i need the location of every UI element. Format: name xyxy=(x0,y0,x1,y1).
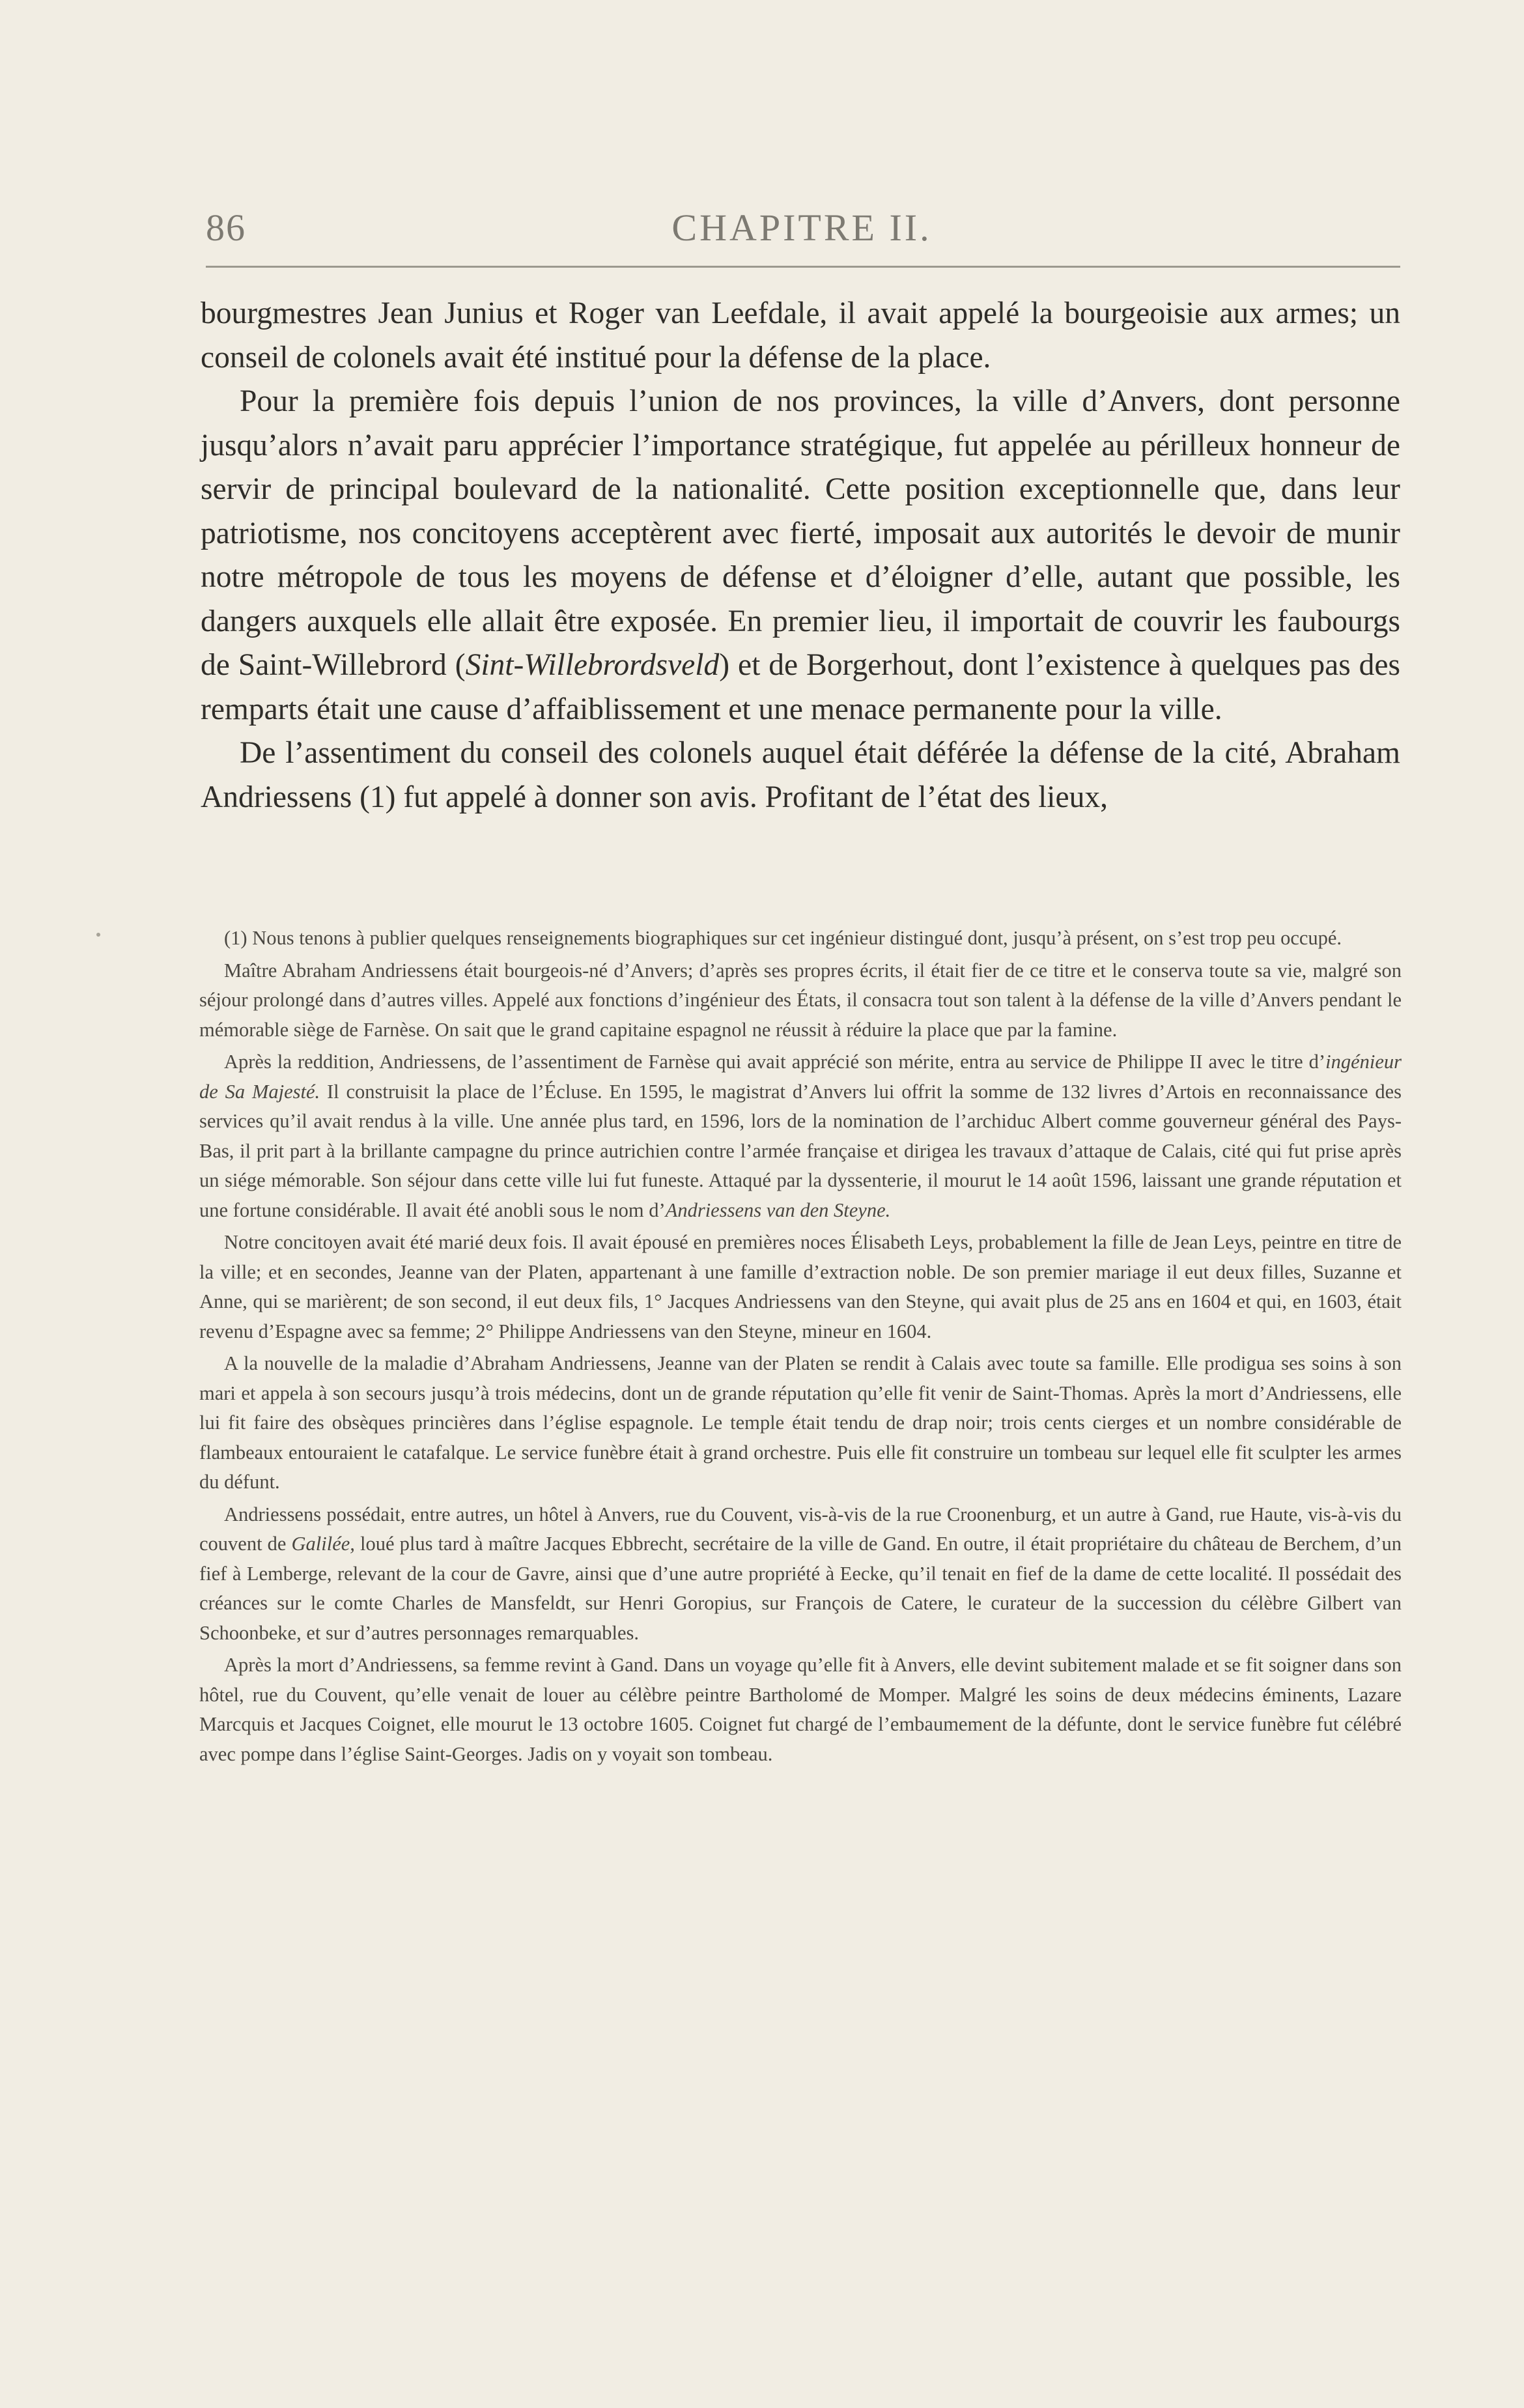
footnote-3-italic-2: Andriessens van den Steyne. xyxy=(665,1198,891,1221)
paragraph-1-text: bourgmestres Jean Junius et Roger van Leefdale, il avait appelé la bourgeoisie aux armes; un conseil de colonels avait été institué pour la défense de la place. xyxy=(201,296,1400,375)
margin-mark xyxy=(96,933,100,937)
footnote-para-5: A la nouvelle de la maladie d’Abraham Andriessens, Jeanne van der Platen se rendit à Calais avec toute sa famille. Elle prodigua ses soins à son mari et appela à son secours jusqu’à trois médecins, dont un de grande réputation qu’elle fit venir de Saint-Thomas. Après la mort d’Andriessens, elle lui fit faire des obsèques princières dans l’église espagnole. Le temple était tendu de drap noir; trois cents cierges et un nombre considérable de flambeaux entouraient le catafalque. Le service funèbre était à grand orchestre. Puis elle fit construire un tombeau sur lequel elle fit sculpter les armes du défunt. xyxy=(199,1352,1402,1493)
footnote-para-4: Notre concitoyen avait été marié deux fois. Il avait épousé en premières noces Élisabeth Leys, probablement la fille de Jean Leys, peintre en titre de la ville; et en secondes, Jeanne van der Platen, appartenant à une famille d’extraction noble. De son premier mariage il eut deux filles, Suzanne et Anne, qui se marièrent; de son second, il eut deux fils, 1° Jacques Andriessens van den Steyne, qui avait plus de 25 ans en 1604 et qui, en 1603, était revenu d’Espagne avec sa femme; 2° Philippe Andriessens van den Steyne, mineur en 1604. xyxy=(199,1231,1402,1342)
footnote-3-text-a: Après la reddition, Andriessens, de l’assentiment de Farnèse qui avait apprécié son mérite, entra au service de Philippe II avec le titre d’ xyxy=(224,1051,1326,1073)
paragraph-2-text-b: ) et de Borgerhout, dont l’existence à quelques pas des remparts était une cause d’affaiblissement et une menace permanente pour la ville. xyxy=(201,648,1400,726)
header-rule xyxy=(206,266,1400,268)
footnote-3-text-b: Il construisit la place de l’Écluse. En 1595, le magistrat d’Anvers lui offrit la somme de 132 livres d’Artois en reconnaissance des services qu’il avait rendus à la ville. Une année plus tard, en 1596, lors de la nomination de l’archiduc Albert comme gouverneur général des Pays-Bas, il prit part à la brillante campagne du prince autrichien contre l’armée française et dirigea les travaux d’attaque de Calais, cité qui fut prise après un siége mémorable. Son séjour dans cette ville lui fut funeste. Attaqué par la dyssenterie, il mourut le 14 août 1596, laissant une grande réputation et une fortune considérable. Il avait été anobli sous le nom d’ xyxy=(199,1080,1402,1221)
footnote-6-text-b: loué plus tard à maître Jacques Ebbrecht, secrétaire de la ville de Gand. En outre, il était propriétaire du château de Berchem, d’un fief à Lemberge, relevant de la cour de Gavre, ainsi que d’une autre propriété à Eecke, qu’il tenait en fief de la dame de cette localité. Il possédait des créances sur le comte Charles de Mansfeldt, sur Henri Goropius, sur François de Catere, le curateur de la succession du célèbre Gilbert van Schoonbeke, et sur d’autres personnages remarquables. xyxy=(199,1533,1402,1644)
footnote-para-6 xyxy=(199,1500,1402,1649)
footnote-6-text-a: Andriessens possédait, entre autres, un hôtel à Anvers, rue du Couvent, vis-à-vis de la rue Croonenburg, et un autre à Gand, rue Haute, vis-à-vis du couvent de xyxy=(199,1503,1402,1555)
paragraph-1 xyxy=(201,292,1400,380)
footnote-6-italic: Galilée, xyxy=(291,1533,355,1555)
footnote-para-3 xyxy=(199,1047,1402,1225)
paragraph-2-text-a: Pour la première fois depuis l’union de nos provinces, la ville d’Anvers, dont personne jusqu’alors n’avait paru apprécier l’importance stratégique, fut appelée au périlleux honneur de servir de principal boulevard de la nationalité. Cette position exceptionnelle que, dans leur patriotisme, nos concitoyens acceptèrent avec fierté, imposait aux autorités le devoir de munir notre métropole de tous les moyens de défense et d’éloigner d’elle, autant que possible, les dangers auxquels elle allait être exposée. En premier lieu, il importait de couvrir les faubourgs de Saint-Willebrord ( xyxy=(201,384,1400,682)
paragraph-2-italic: Sint-Willebrordsveld xyxy=(465,648,720,682)
main-text xyxy=(201,292,1400,819)
footnote-para-2: Maître Abraham Andriessens était bourgeois-né d’Anvers; d’après ses propres écrits, il était fier de ce titre et le conserva toute sa vie, malgré son séjour prolongé dans d’autres villes. Appelé aux fonctions d’ingénieur des États, il consacra tout son talent à la défense de la ville d’Anvers pendant le mémorable siège de Farnèse. On sait que le grand capitaine espagnol ne réussit à réduire la place que par la famine. xyxy=(199,959,1402,1041)
footnote-3-italic-1: ingénieur de Sa Majesté. xyxy=(199,1051,1402,1103)
chapter-title: CHAPITRE II. xyxy=(671,206,932,249)
footnotes xyxy=(199,924,1402,1772)
paragraph-2 xyxy=(201,380,1400,731)
footnote-para-7: Après la mort d’Andriessens, sa femme revint à Gand. Dans un voyage qu’elle fit à Anvers, elle devint subitement malade et se fit soigner dans son hôtel, rue du Couvent, qu’elle venait de louer au célèbre peintre Bartholomé de Momper. Malgré les soins de deux médecins éminents, Lazare Marcquis et Jacques Coignet, elle mourut le 13 octobre 1605. Coignet fut chargé de l’embaumement de la défunte, dont le service funèbre fut célébré avec pompe dans l’église Saint-Georges. Jadis on y voyait son tombeau. xyxy=(199,1654,1402,1765)
footnote-1: (1) Nous tenons à publier quelques renseignements biographiques sur cet ingénieur distingué dont, jusqu’à présent, on s’est trop peu occupé. xyxy=(224,927,1342,949)
paragraph-3 xyxy=(201,731,1400,819)
running-header xyxy=(206,202,1398,254)
page-number: 86 xyxy=(206,206,246,249)
paragraph-3-text: De l’assentiment du conseil des colonels auquel était déférée la défense de la cité, Abraham Andriessens (1) fut appelé à donner son avis. Profitant de l’état des lieux, xyxy=(201,736,1400,814)
